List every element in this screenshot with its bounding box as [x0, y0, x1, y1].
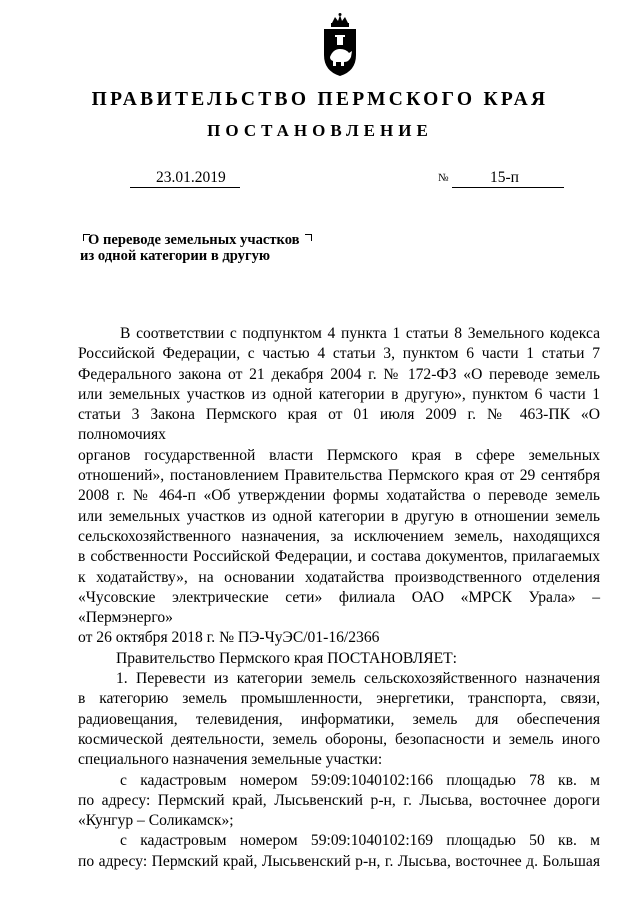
body-line: «Кунгур – Соликамск»;: [78, 812, 234, 830]
document-body: [78, 324, 600, 872]
body-line: органов государственной власти Пермского края в сфере земельных: [78, 446, 600, 464]
body-line: или земельных участков из одной категории в другую», пунктом 6 части 1: [78, 385, 600, 403]
body-line: специального назначения земельные участки:: [78, 751, 383, 769]
document-date: [130, 168, 240, 188]
body-line: отношений», постановлением Правительства Пермского края от 29 сентября: [78, 467, 600, 485]
subject-line-2: из одной категории в другую: [80, 248, 271, 264]
document-type: ПОСТАНОВЛЕНИЕ: [207, 121, 433, 140]
number-sign: №: [438, 172, 449, 184]
body-line: сельскохозяйственного назначения, за исключением земель, находящихся: [78, 527, 600, 545]
body-line: к ходатайству», на основании ходатайства производственного отделения: [78, 568, 600, 586]
body-line: в собственности Российской Федерации, и состава документов, прилагаемых: [78, 548, 600, 566]
body-line: В соответствии с подпунктом 4 пункта 1 статьи 8 Земельного кодекса: [120, 325, 600, 342]
body-line: радиовещания, телевидения, информатики, земель для обеспечения: [78, 710, 600, 728]
subject-corner-mark-right: [305, 234, 312, 241]
body-line: по адресу: Пермский край, Лысьвенский р-н, г. Лысьва, восточнее д. Большая: [78, 852, 600, 870]
body-line: 1. Перевести из категории земель сельскохозяйственного назначения: [116, 670, 600, 688]
body-line: космической деятельности, земель обороны, безопасности и земель иного: [78, 730, 600, 748]
body-line: по адресу: Пермский край, Лысьвенский р-н, г. Лысьва, восточнее дороги: [78, 791, 600, 809]
body-line: «Чусовские электрические сети» филиала ОАО «МРСК Урала» – «Пермэнерго»: [78, 588, 600, 627]
body-line: Федерального закона от 21 декабря 2004 г. № 172-ФЗ «О переводе земель: [78, 365, 600, 383]
body-line: 2008 г. № 464-п «Об утверждении формы ходатайства о переводе земель: [78, 487, 600, 505]
body-line: с кадастровым номером 59:09:1040102:166 площадью 78 кв. м: [120, 771, 600, 789]
number-value: 15-п: [490, 169, 519, 186]
body-line: в категорию земель промышленности, энергетики, транспорта, связи,: [78, 690, 600, 708]
document-number: [452, 168, 564, 188]
body-line: статьи 3 Закона Пермского края от 01 июля 2009 г. № 463-ПК «О полномочиях: [78, 406, 600, 444]
document-subject: [80, 232, 300, 264]
resolution-line: Правительство Пермского края ПОСТАНОВЛЯЕТ:: [116, 649, 457, 667]
government-title: ПРАВИТЕЛЬСТВО ПЕРМСКОГО КРАЯ: [91, 89, 549, 110]
coat-of-arms-icon: [322, 13, 358, 77]
body-line: от 26 октября 2018 г. № ПЭ-ЧуЭС/01-16/2366: [78, 629, 380, 647]
body-line: с кадастровым номером 59:09:1040102:169 площадью 50 кв. м: [120, 832, 600, 850]
body-line: или земельных участков из одной категории в другую в отношении земель: [78, 507, 600, 525]
date-value: 23.01.2019: [156, 169, 226, 186]
body-line: Российской Федерации, с частью 4 статьи 3, пунктом 6 части 1 статьи 7: [78, 345, 600, 363]
subject-line-1: О переводе земельных участков: [88, 232, 300, 248]
